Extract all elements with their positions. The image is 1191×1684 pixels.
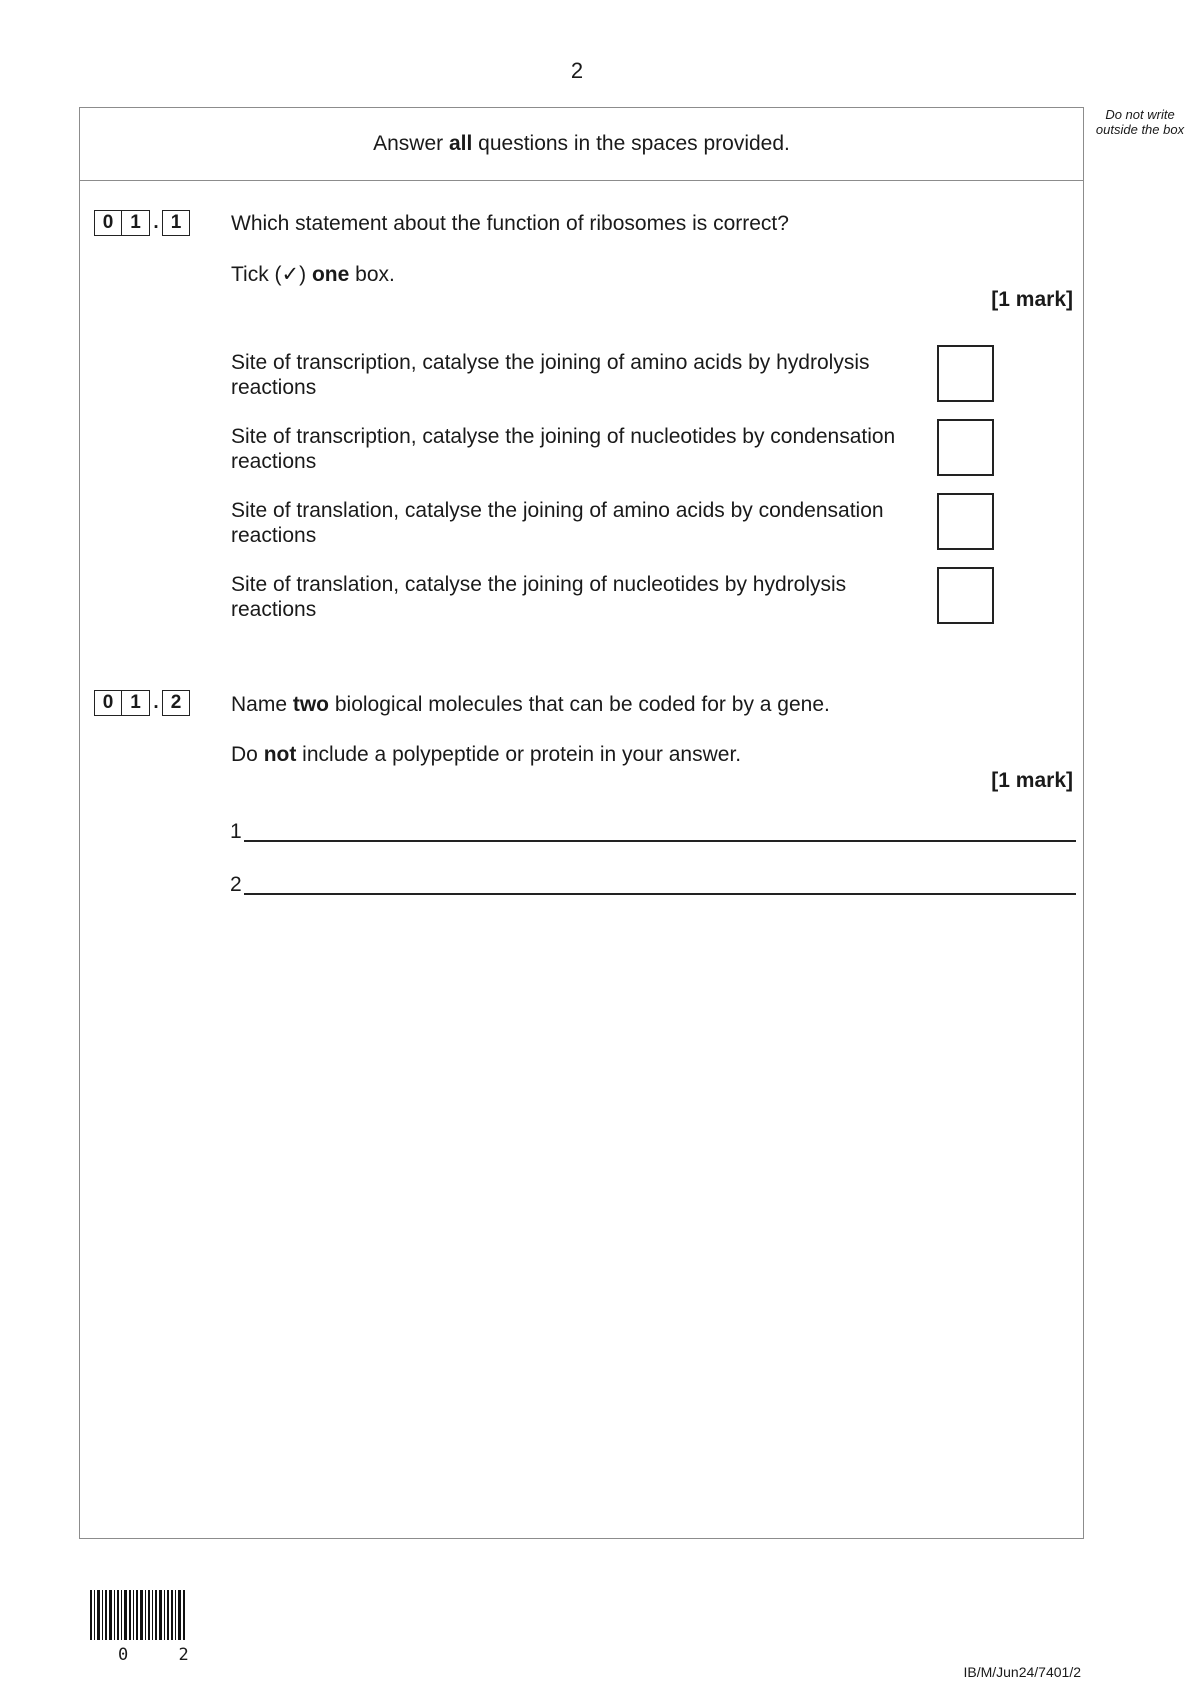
q1-instruction — [231, 262, 395, 287]
qnum-digit: 1 — [162, 210, 190, 236]
q2-instruction-post: include a polypeptide or protein in your answer. — [296, 743, 742, 766]
q1-instruction-mid: ) — [299, 263, 312, 286]
qnum-digit: 0 — [94, 210, 122, 236]
instruction-post: questions in the spaces provided. — [472, 132, 790, 155]
q1-option-c: Site of translation, catalyse the joining of amino acids by condensation reactions — [231, 499, 884, 547]
q2-instruction-pre: Do — [231, 743, 264, 766]
barcode-digits: 0 2 — [118, 1645, 209, 1665]
question-number-01-1 — [94, 210, 190, 236]
q1-tickbox-c[interactable] — [937, 493, 994, 550]
q1-instruction-post: box. — [349, 263, 395, 286]
q1-tickbox-d[interactable] — [937, 567, 994, 624]
margin-note: Do not write outside the box — [1095, 107, 1185, 137]
footer-code: IB/M/Jun24/7401/2 — [963, 1664, 1081, 1680]
q2-question-pre: Name — [231, 693, 293, 716]
qnum-digit: 0 — [94, 690, 122, 716]
q1-instruction-bold: one — [311, 263, 350, 286]
qnum-digit: 2 — [162, 690, 190, 716]
q2-instruction-bold: not — [263, 743, 297, 766]
q2-instruction — [231, 743, 741, 767]
answer-label-2: 2 — [230, 873, 242, 896]
question-number-01-2 — [94, 690, 190, 716]
answer-label-1: 1 — [230, 820, 242, 843]
q1-option-d: Site of translation, catalyse the joining of nucleotides by hydrolysis reactions — [231, 573, 847, 621]
q2-question-post: biological molecules that can be coded for by a gene. — [329, 693, 830, 716]
answer-line-2[interactable] — [244, 893, 1076, 895]
q1-option-a: Site of transcription, catalyse the joining of amino acids by hydrolysis reactions — [231, 351, 870, 399]
q1-option-b: Site of transcription, catalyse the joining of nucleotides by condensation reactions — [231, 425, 896, 473]
q1-instruction-pre: Tick ( — [231, 263, 282, 286]
instruction-pre: Answer — [373, 132, 449, 155]
instruction-bold: all — [448, 132, 473, 155]
q1-marks: [1 mark] — [991, 288, 1073, 311]
q2-question-bold: two — [292, 693, 330, 716]
tick-icon: ✓ — [281, 263, 300, 286]
answer-line-1[interactable] — [244, 840, 1076, 842]
qnum-digit: 1 — [122, 210, 150, 236]
q1-question-text: Which statement about the function of ribosomes is correct? — [231, 212, 789, 235]
page-number: 2 — [570, 58, 584, 83]
general-instruction — [79, 132, 1084, 156]
q2-question-text — [231, 693, 830, 717]
q2-marks: [1 mark] — [991, 769, 1073, 792]
frame-divider — [79, 180, 1084, 181]
qnum-dot: . — [153, 212, 159, 233]
q1-tickbox-b[interactable] — [937, 419, 994, 476]
q1-tickbox-a[interactable] — [937, 345, 994, 402]
barcode — [90, 1590, 187, 1640]
qnum-digit: 1 — [122, 690, 150, 716]
qnum-dot: . — [153, 692, 159, 713]
